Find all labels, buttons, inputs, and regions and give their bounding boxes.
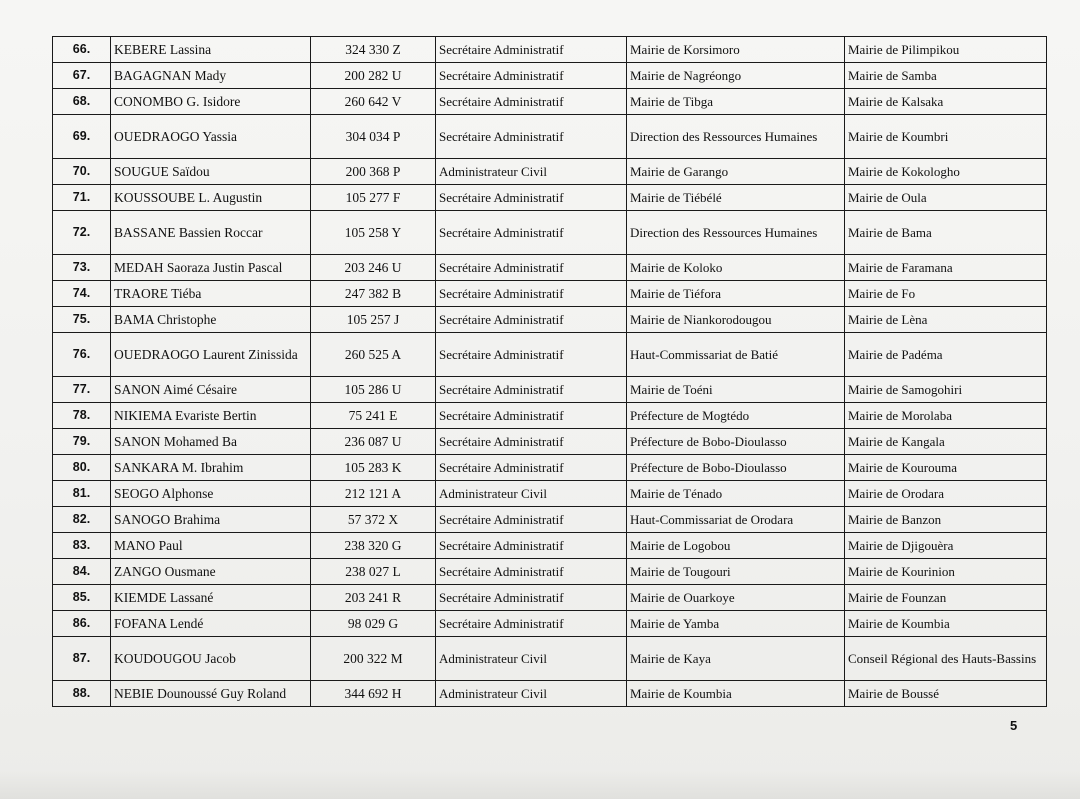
matricule-cell: 260 642 V: [311, 89, 436, 115]
agent-name-cell: SEOGO Alphonse: [111, 481, 311, 507]
agent-name-cell: KOUDOUGOU Jacob: [111, 637, 311, 681]
agent-name-cell: SANOGO Brahima: [111, 507, 311, 533]
row-number-cell: 70.: [53, 159, 111, 185]
matricule-cell: 105 283 K: [311, 455, 436, 481]
corps-cell: Secrétaire Administratif: [436, 585, 627, 611]
table-row: [53, 403, 1047, 429]
agent-name-cell: OUEDRAOGO Yassia: [111, 115, 311, 159]
destination-post-cell: Mairie de Djigouèra: [845, 533, 1047, 559]
agent-name-cell: ZANGO Ousmane: [111, 559, 311, 585]
matricule-cell: 304 034 P: [311, 115, 436, 159]
table-row: [53, 159, 1047, 185]
table-row: [53, 533, 1047, 559]
matricule-cell: 260 525 A: [311, 333, 436, 377]
agent-name-cell: NEBIE Dounoussé Guy Roland: [111, 681, 311, 707]
origin-post-cell: Mairie de Logobou: [627, 533, 845, 559]
table-row: [53, 585, 1047, 611]
row-number-cell: 86.: [53, 611, 111, 637]
row-number-cell: 83.: [53, 533, 111, 559]
destination-post-cell: Mairie de Kalsaka: [845, 89, 1047, 115]
origin-post-cell: Haut-Commissariat de Batié: [627, 333, 845, 377]
row-number-cell: 78.: [53, 403, 111, 429]
destination-post-cell: Mairie de Koumbia: [845, 611, 1047, 637]
destination-post-cell: Conseil Régional des Hauts-Bassins: [845, 637, 1047, 681]
destination-post-cell: Mairie de Samba: [845, 63, 1047, 89]
agent-name-cell: KIEMDE Lassané: [111, 585, 311, 611]
matricule-cell: 238 027 L: [311, 559, 436, 585]
destination-post-cell: Mairie de Koumbri: [845, 115, 1047, 159]
destination-post-cell: Mairie de Kokologho: [845, 159, 1047, 185]
origin-post-cell: Préfecture de Bobo-Dioulasso: [627, 429, 845, 455]
corps-cell: Secrétaire Administratif: [436, 115, 627, 159]
agent-name-cell: BASSANE Bassien Roccar: [111, 211, 311, 255]
origin-post-cell: Mairie de Garango: [627, 159, 845, 185]
corps-cell: Secrétaire Administratif: [436, 211, 627, 255]
corps-cell: Secrétaire Administratif: [436, 507, 627, 533]
row-number-cell: 71.: [53, 185, 111, 211]
matricule-cell: 75 241 E: [311, 403, 436, 429]
table-row: [53, 507, 1047, 533]
corps-cell: Secrétaire Administratif: [436, 403, 627, 429]
corps-cell: Administrateur Civil: [436, 681, 627, 707]
row-number-cell: 66.: [53, 37, 111, 63]
destination-post-cell: Mairie de Founzan: [845, 585, 1047, 611]
table-row: [53, 481, 1047, 507]
destination-post-cell: Mairie de Fo: [845, 281, 1047, 307]
origin-post-cell: Préfecture de Bobo-Dioulasso: [627, 455, 845, 481]
row-number-cell: 72.: [53, 211, 111, 255]
agent-name-cell: FOFANA Lendé: [111, 611, 311, 637]
origin-post-cell: Direction des Ressources Humaines: [627, 115, 845, 159]
agent-name-cell: SANON Aimé Césaire: [111, 377, 311, 403]
matricule-cell: 105 277 F: [311, 185, 436, 211]
agent-name-cell: CONOMBO G. Isidore: [111, 89, 311, 115]
table-row: [53, 681, 1047, 707]
origin-post-cell: Mairie de Tibga: [627, 89, 845, 115]
agent-name-cell: OUEDRAOGO Laurent Zinissida: [111, 333, 311, 377]
corps-cell: Administrateur Civil: [436, 637, 627, 681]
agent-name-cell: SOUGUE Saïdou: [111, 159, 311, 185]
table-row: [53, 637, 1047, 681]
destination-post-cell: Mairie de Oula: [845, 185, 1047, 211]
corps-cell: Secrétaire Administratif: [436, 533, 627, 559]
page-number: 5: [1010, 718, 1018, 733]
table-row: [53, 63, 1047, 89]
table-row: [53, 307, 1047, 333]
matricule-cell: 212 121 A: [311, 481, 436, 507]
destination-post-cell: Mairie de Morolaba: [845, 403, 1047, 429]
table-row: [53, 37, 1047, 63]
origin-post-cell: Mairie de Niankorodougou: [627, 307, 845, 333]
table-row: [53, 115, 1047, 159]
matricule-cell: 57 372 X: [311, 507, 436, 533]
matricule-cell: 200 368 P: [311, 159, 436, 185]
row-number-cell: 79.: [53, 429, 111, 455]
row-number-cell: 85.: [53, 585, 111, 611]
row-number-cell: 88.: [53, 681, 111, 707]
row-number-cell: 73.: [53, 255, 111, 281]
corps-cell: Secrétaire Administratif: [436, 377, 627, 403]
table-row: [53, 281, 1047, 307]
table-row: [53, 611, 1047, 637]
row-number-cell: 75.: [53, 307, 111, 333]
origin-post-cell: Mairie de Ténado: [627, 481, 845, 507]
table-body: [53, 37, 1047, 707]
matricule-cell: 324 330 Z: [311, 37, 436, 63]
agent-name-cell: TRAORE Tiéba: [111, 281, 311, 307]
destination-post-cell: Mairie de Banzon: [845, 507, 1047, 533]
corps-cell: Secrétaire Administratif: [436, 63, 627, 89]
row-number-cell: 81.: [53, 481, 111, 507]
table-row: [53, 333, 1047, 377]
origin-post-cell: Mairie de Nagréongo: [627, 63, 845, 89]
origin-post-cell: Haut-Commissariat de Orodara: [627, 507, 845, 533]
destination-post-cell: Mairie de Pilimpikou: [845, 37, 1047, 63]
corps-cell: Secrétaire Administratif: [436, 37, 627, 63]
row-number-cell: 80.: [53, 455, 111, 481]
corps-cell: Secrétaire Administratif: [436, 333, 627, 377]
row-number-cell: 87.: [53, 637, 111, 681]
table-row: [53, 255, 1047, 281]
origin-post-cell: Mairie de Kaya: [627, 637, 845, 681]
table-row: [53, 89, 1047, 115]
destination-post-cell: Mairie de Kourinion: [845, 559, 1047, 585]
matricule-cell: 344 692 H: [311, 681, 436, 707]
corps-cell: Secrétaire Administratif: [436, 281, 627, 307]
destination-post-cell: Mairie de Orodara: [845, 481, 1047, 507]
agent-name-cell: KOUSSOUBE L. Augustin: [111, 185, 311, 211]
destination-post-cell: Mairie de Padéma: [845, 333, 1047, 377]
origin-post-cell: Préfecture de Mogtédo: [627, 403, 845, 429]
table-row: [53, 429, 1047, 455]
origin-post-cell: Mairie de Korsimoro: [627, 37, 845, 63]
matricule-cell: 200 282 U: [311, 63, 436, 89]
origin-post-cell: Mairie de Toéni: [627, 377, 845, 403]
corps-cell: Secrétaire Administratif: [436, 307, 627, 333]
assignment-table: [52, 36, 1047, 707]
origin-post-cell: Mairie de Yamba: [627, 611, 845, 637]
table-row: [53, 185, 1047, 211]
row-number-cell: 76.: [53, 333, 111, 377]
corps-cell: Administrateur Civil: [436, 481, 627, 507]
destination-post-cell: Mairie de Lèna: [845, 307, 1047, 333]
table-row: [53, 211, 1047, 255]
corps-cell: Secrétaire Administratif: [436, 429, 627, 455]
matricule-cell: 200 322 M: [311, 637, 436, 681]
agent-name-cell: KEBERE Lassina: [111, 37, 311, 63]
matricule-cell: 105 258 Y: [311, 211, 436, 255]
agent-name-cell: NIKIEMA Evariste Bertin: [111, 403, 311, 429]
origin-post-cell: Mairie de Tiébélé: [627, 185, 845, 211]
corps-cell: Administrateur Civil: [436, 159, 627, 185]
origin-post-cell: Mairie de Tougouri: [627, 559, 845, 585]
destination-post-cell: Mairie de Kourouma: [845, 455, 1047, 481]
corps-cell: Secrétaire Administratif: [436, 185, 627, 211]
origin-post-cell: Direction des Ressources Humaines: [627, 211, 845, 255]
matricule-cell: 105 286 U: [311, 377, 436, 403]
matricule-cell: 203 246 U: [311, 255, 436, 281]
origin-post-cell: Mairie de Ouarkoye: [627, 585, 845, 611]
row-number-cell: 84.: [53, 559, 111, 585]
destination-post-cell: Mairie de Kangala: [845, 429, 1047, 455]
origin-post-cell: Mairie de Koumbia: [627, 681, 845, 707]
row-number-cell: 68.: [53, 89, 111, 115]
destination-post-cell: Mairie de Boussé: [845, 681, 1047, 707]
matricule-cell: 247 382 B: [311, 281, 436, 307]
origin-post-cell: Mairie de Tiéfora: [627, 281, 845, 307]
table-row: [53, 377, 1047, 403]
agent-name-cell: SANKARA M. Ibrahim: [111, 455, 311, 481]
row-number-cell: 69.: [53, 115, 111, 159]
row-number-cell: 82.: [53, 507, 111, 533]
corps-cell: Secrétaire Administratif: [436, 611, 627, 637]
agent-name-cell: MANO Paul: [111, 533, 311, 559]
agent-name-cell: BAGAGNAN Mady: [111, 63, 311, 89]
agent-name-cell: MEDAH Saoraza Justin Pascal: [111, 255, 311, 281]
corps-cell: Secrétaire Administratif: [436, 255, 627, 281]
row-number-cell: 77.: [53, 377, 111, 403]
destination-post-cell: Mairie de Samogohiri: [845, 377, 1047, 403]
corps-cell: Secrétaire Administratif: [436, 559, 627, 585]
agent-name-cell: SANON Mohamed Ba: [111, 429, 311, 455]
corps-cell: Secrétaire Administratif: [436, 89, 627, 115]
table-row: [53, 559, 1047, 585]
matricule-cell: 238 320 G: [311, 533, 436, 559]
destination-post-cell: Mairie de Faramana: [845, 255, 1047, 281]
table-row: [53, 455, 1047, 481]
page-edge-shadow: [0, 770, 1080, 799]
agent-name-cell: BAMA Christophe: [111, 307, 311, 333]
matricule-cell: 203 241 R: [311, 585, 436, 611]
matricule-cell: 98 029 G: [311, 611, 436, 637]
matricule-cell: 236 087 U: [311, 429, 436, 455]
row-number-cell: 74.: [53, 281, 111, 307]
origin-post-cell: Mairie de Koloko: [627, 255, 845, 281]
corps-cell: Secrétaire Administratif: [436, 455, 627, 481]
row-number-cell: 67.: [53, 63, 111, 89]
matricule-cell: 105 257 J: [311, 307, 436, 333]
destination-post-cell: Mairie de Bama: [845, 211, 1047, 255]
